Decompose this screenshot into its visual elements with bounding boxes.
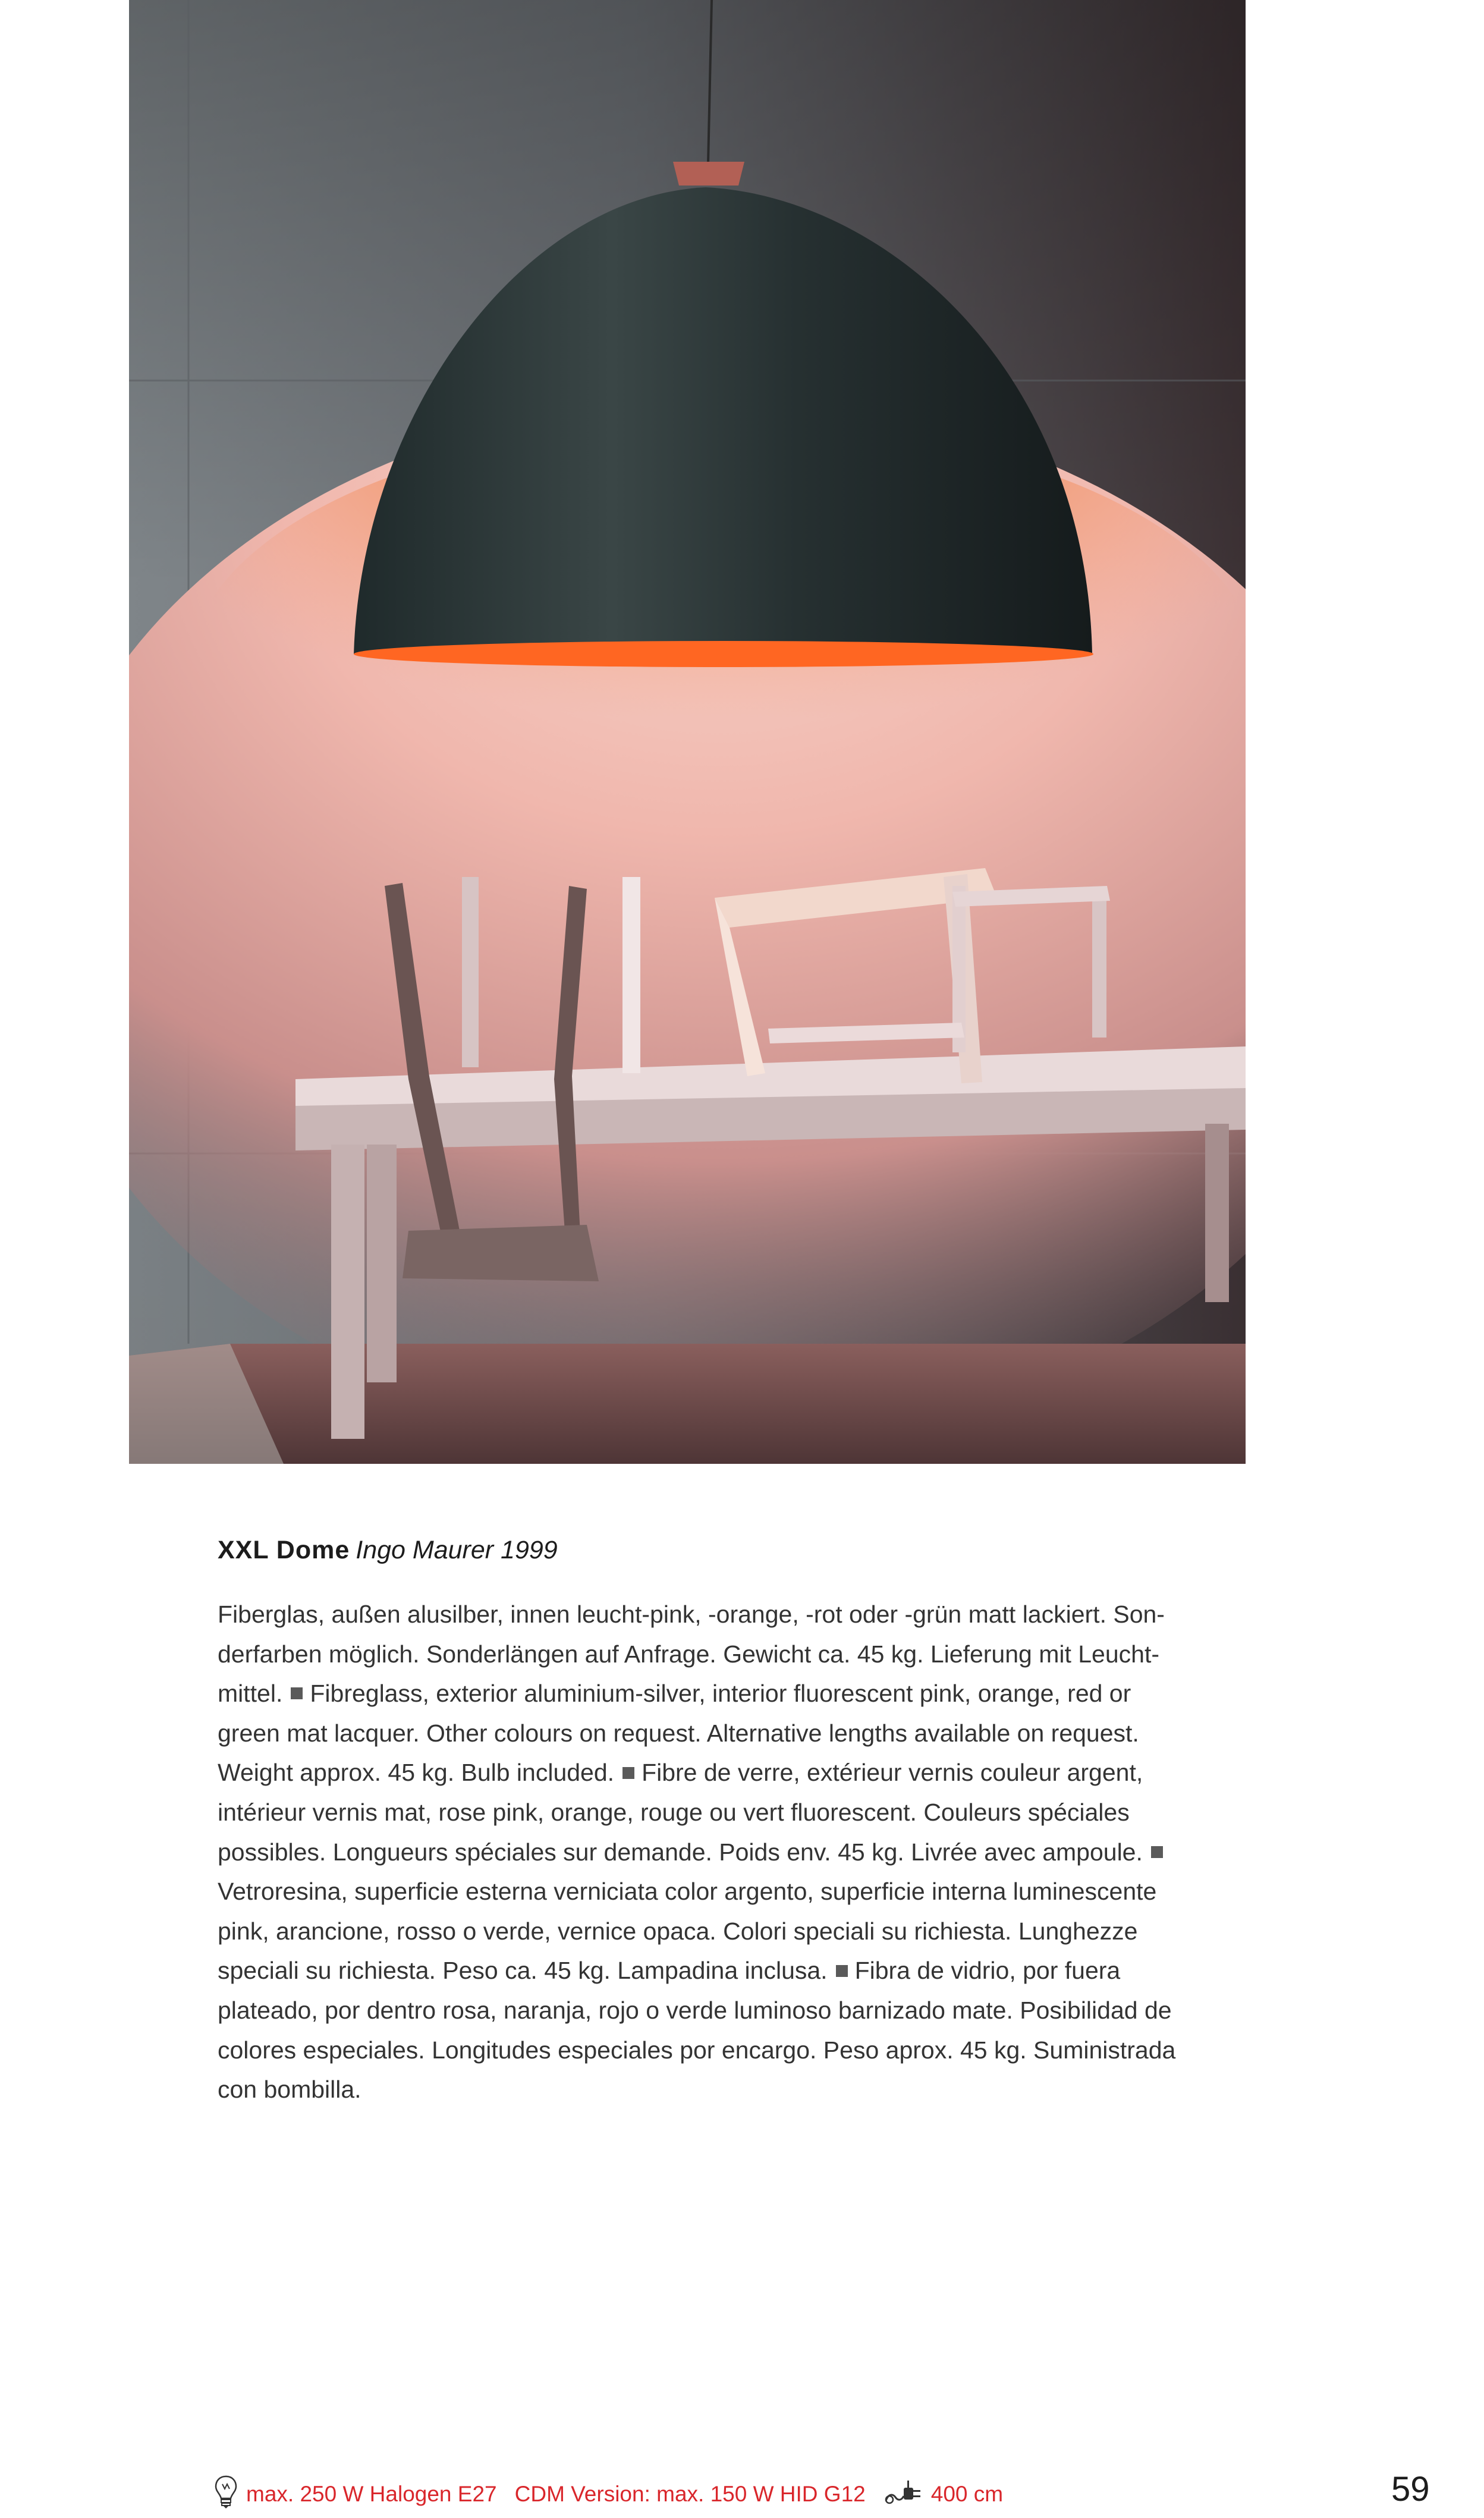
language-separator-icon bbox=[836, 1965, 848, 1977]
description-line: Vetroresina, superficie esterna verniciata color argento, superficie interna luminescente bbox=[218, 1878, 1157, 1906]
product-photo bbox=[129, 0, 1246, 1464]
bulb-icon bbox=[214, 2475, 238, 2514]
spec-cable-length: 400 cm bbox=[930, 2482, 1004, 2506]
page-number: 59 bbox=[1391, 2470, 1430, 2508]
description-line: plateado, por dentro rosa, naranja, rojo o verde luminoso barnizado mate. Posibilidad de bbox=[218, 1996, 1172, 2024]
description-line: Fiberglas, außen alusilber, innen leucht-pink, -orange, -rot oder -grün matt lackiert. Son- bbox=[218, 1601, 1165, 1628]
description-line: possibles. Longueurs spéciales sur demande. Poids env. 45 kg. Livrée avec ampoule. bbox=[218, 1832, 1205, 1872]
product-name: XXL Dome bbox=[218, 1536, 350, 1564]
language-separator-icon bbox=[622, 1767, 634, 1779]
lamp-scene-illustration bbox=[129, 0, 1246, 1464]
language-separator-icon bbox=[291, 1687, 303, 1699]
product-designer: Ingo Maurer 1999 bbox=[356, 1536, 558, 1564]
description-line: pink, arancione, rosso o verde, vernice opaca. Colori speciali su richiesta. Lunghezze bbox=[218, 1917, 1138, 1945]
description-line: derfarben möglich. Sonderlängen auf Anfrage. Gewicht ca. 45 kg. Lieferung mit Leucht- bbox=[218, 1640, 1160, 1668]
description-line: speciali su richiesta. Peso ca. 45 kg. Lampadina inclusa. Fibra de vidrio, por fuera bbox=[218, 1957, 1121, 1985]
spec-cdm: CDM Version: max. 150 W HID G12 bbox=[514, 2482, 866, 2506]
spec-lamp: max. 250 W Halogen E27 bbox=[246, 2482, 497, 2506]
technical-specs bbox=[214, 2476, 1003, 2512]
description-line: mittel. Fibreglass, exterior aluminium-silver, interior fluorescent pink, orange, red or bbox=[218, 1680, 1131, 1708]
description-line: colores especiales. Longitudes especiales por encargo. Peso aprox. 45 kg. Suministrada bbox=[218, 2036, 1176, 2064]
description-line: green mat lacquer. Other colours on request. Alternative lengths available on request. bbox=[218, 1719, 1139, 1747]
product-title bbox=[218, 1533, 558, 1567]
plug-cable-icon bbox=[884, 2477, 923, 2512]
description-line: intérieur vernis mat, rose pink, orange, rouge ou vert fluorescent. Couleurs spéciales bbox=[218, 1798, 1130, 1826]
description-line: Weight approx. 45 kg. Bulb included. Fibre de verre, extérieur vernis couleur argent, bbox=[218, 1759, 1143, 1787]
language-separator-icon bbox=[1151, 1846, 1163, 1858]
product-description bbox=[218, 1595, 1205, 2110]
description-line: con bombilla. bbox=[218, 2076, 361, 2104]
